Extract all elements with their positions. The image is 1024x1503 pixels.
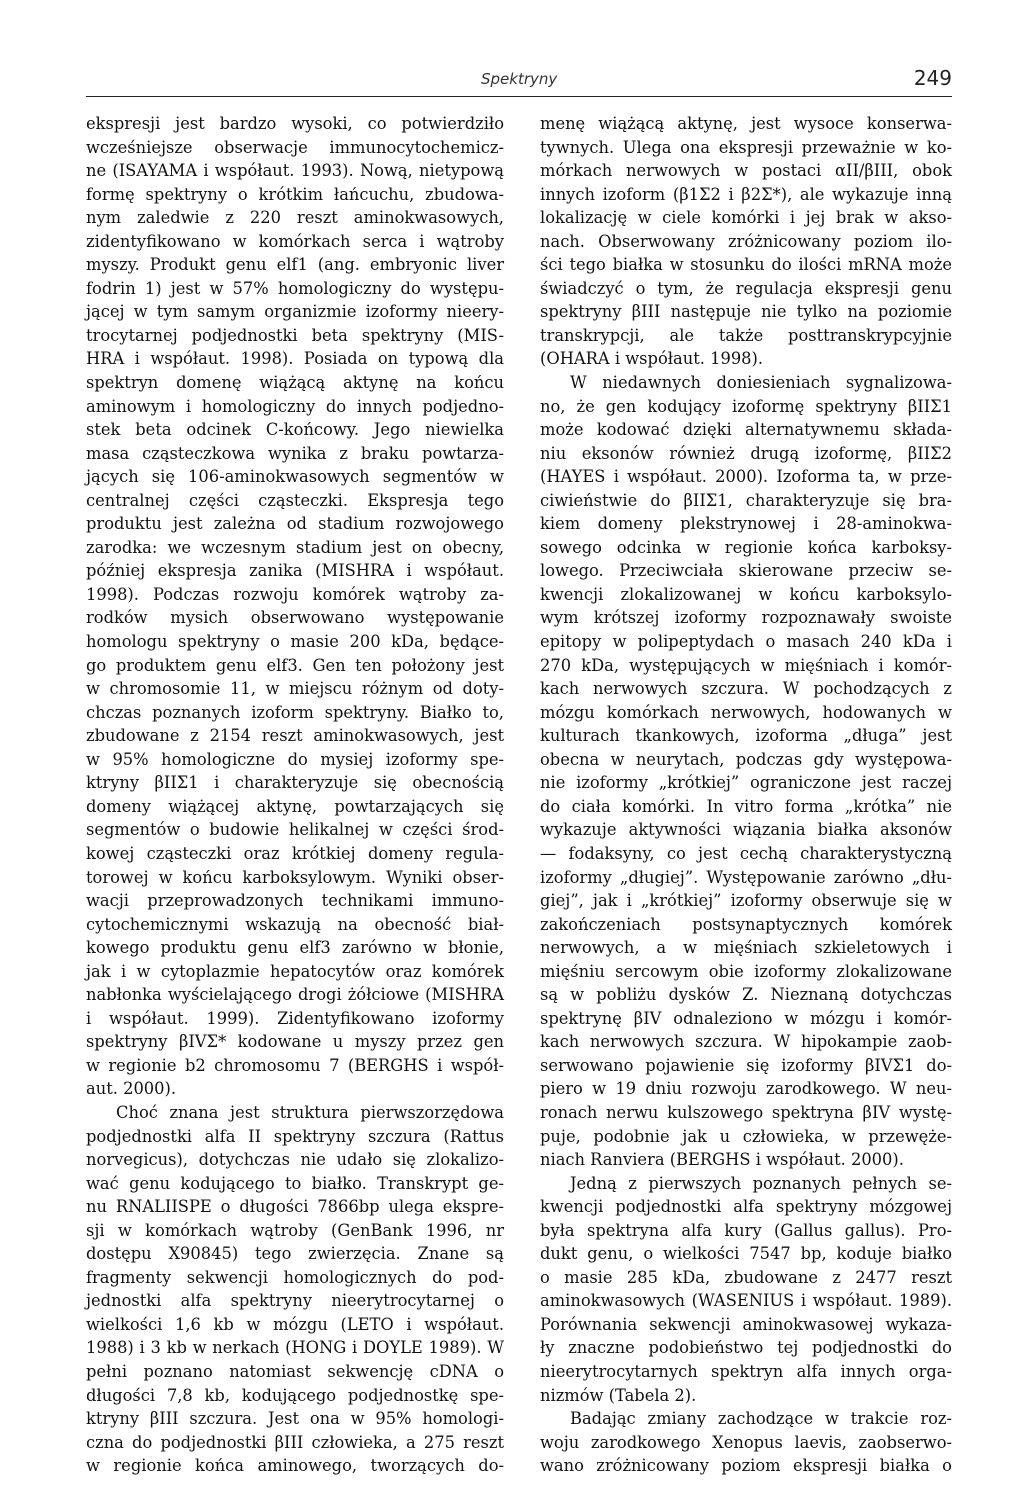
text-line: tywnych. Ulega ona ekspresji przeważnie w ko- bbox=[540, 137, 952, 157]
text-line: zbudowane z 2154 reszt aminokwasowych, jest bbox=[86, 726, 504, 746]
text-line: nach. Obserwowany zróżnicowany poziom ilo- bbox=[540, 231, 952, 251]
text-line: innych izoform (β1Σ2 i β2Σ*), ale wykazuje inną bbox=[540, 184, 952, 204]
text-line: 270 kDa, występujących w mięśniach i komór- bbox=[540, 655, 952, 675]
running-header bbox=[86, 66, 952, 97]
text-line: spektryn domenę wiążącą aktynę na końcu bbox=[86, 373, 504, 393]
text-line: aminowym i homologiczny do innych podjedno- bbox=[86, 396, 504, 416]
text-line: lokalizację w ciele komórki i jej brak w akso- bbox=[540, 208, 952, 228]
text-line: wacji przeprowadzonych technikami immuno- bbox=[86, 891, 504, 911]
text-line: obecna w neurytach, podczas gdy występowa- bbox=[540, 749, 952, 769]
text-line: HRA i współaut. 1998). Posiada on typową dla bbox=[86, 349, 504, 369]
text-line: puje, podobnie jak u człowieka, w przewęże- bbox=[540, 1126, 952, 1146]
text-line: zarodka: we wczesnym stadium jest on obecny, bbox=[86, 537, 504, 557]
text-line: jących się 106-aminokwasowych segmentów w bbox=[86, 467, 504, 487]
text-line: myszy. Produkt genu elf1 (ang. embryonic liver bbox=[86, 255, 504, 275]
text-line: torowej w końcu karboksylowym. Wyniki obser- bbox=[86, 867, 504, 887]
text-line: serwowano pojawienie się izoformy βIVΣ1 do- bbox=[540, 1055, 952, 1075]
text-line: Porównania sekwencji aminokwasowej wykaza- bbox=[540, 1314, 952, 1334]
page-number: 249 bbox=[913, 66, 952, 90]
text-line: kiem domeny plekstrynowej i 28-aminokwa- bbox=[540, 514, 952, 534]
text-line: kulturach tkankowych, izoforma „długa” jest bbox=[540, 726, 952, 746]
text-line: (HAYES i współaut. 2000). Izoforma ta, w prze- bbox=[540, 467, 952, 487]
text-line: W niedawnych doniesieniach sygnalizowa- bbox=[570, 373, 952, 393]
text-line: ronach nerwu kulszowego spektryna βIV wystę- bbox=[540, 1102, 952, 1122]
text-line: Badając zmiany zachodzące w trakcie roz- bbox=[570, 1409, 952, 1429]
text-line: ktryny βIIΣ1 i charakteryzuje się obecnością bbox=[86, 773, 504, 793]
text-line: w regionie końca aminowego, tworzących do- bbox=[86, 1456, 504, 1476]
text-line: nabłonka wyścielającego drogi żółciowe (MISHRA bbox=[86, 985, 504, 1005]
text-line: niach Ranviera (BERGHS i współaut. 2000). bbox=[540, 1150, 904, 1170]
text-line: ne (ISAYAMA i współaut. 1993). Nową, nietypową bbox=[86, 161, 504, 181]
text-line: ktryny βIII szczura. Jest ona w 95% homologi- bbox=[86, 1409, 504, 1429]
text-line: dostępu X90845) tego zwierzęcia. Znane są bbox=[86, 1244, 504, 1264]
text-line: ciwieństwie do βIIΣ1, charakteryzuje się bra- bbox=[540, 490, 952, 510]
text-line: kowego produktu genu elf3 zarówno w błonie, bbox=[86, 938, 504, 958]
text-line: są w pobliżu dysków Z. Nieznaną dotychczas bbox=[540, 985, 952, 1005]
right-text-column bbox=[540, 112, 952, 1478]
text-line: dukt genu, o wielkości 7547 bp, koduje białko bbox=[540, 1244, 952, 1264]
text-line: mózgu komórkach nerwowych, hodowanych w bbox=[540, 702, 952, 722]
text-line: wcześniejsze obserwacje immunocytochemicz- bbox=[86, 137, 504, 157]
text-line: chczas poznanych izoform spektryny. Białko to, bbox=[86, 702, 504, 722]
text-line: aminokwasowych (WASENIUS i współaut. 1989). bbox=[540, 1291, 952, 1311]
text-line: kowej cząsteczki oraz krótkiej domeny regula- bbox=[86, 843, 504, 863]
text-line: może kodować dzięki alternatywnemu składa- bbox=[540, 420, 952, 440]
text-line: zidentyfikowano w komórkach serca i wątroby bbox=[86, 231, 504, 251]
text-line: o masie 285 kDa, zbudowane z 2477 reszt bbox=[540, 1267, 952, 1287]
text-line: woju zarodkowego Xenopus laevis, zaobserwo- bbox=[540, 1432, 952, 1452]
text-line: jącej w tym samym organizmie izoformy nieery- bbox=[86, 302, 504, 322]
text-line: do ciała komórki. In vitro forma „krótka” nie bbox=[540, 796, 952, 816]
text-line: centralnej części cząsteczki. Ekspresja tego bbox=[86, 490, 504, 510]
text-line: ści tego białka w stosunku do ilości mRNA może bbox=[540, 255, 952, 275]
text-line: nerwowych, a w mięśniach szkieletowych i bbox=[540, 938, 952, 958]
text-line: była spektryna alfa kury (Gallus gallus). Pro- bbox=[540, 1220, 952, 1240]
running-title: Spektryny bbox=[481, 70, 558, 88]
text-line: rodków mysich obserwowano występowanie bbox=[86, 608, 504, 628]
text-line: produktu jest zależna od stadium rozwojowego bbox=[86, 514, 504, 534]
text-line: Choć znana jest struktura pierwszorzędowa bbox=[116, 1102, 504, 1122]
text-line: piero w 19 dniu rozwoju zarodkowego. W neu- bbox=[540, 1079, 952, 1099]
text-line: kwencji podjednostki alfa spektryny mózgowej bbox=[540, 1197, 952, 1217]
text-line: ły znaczne podobieństwo tej podjednostki do bbox=[540, 1338, 952, 1358]
text-line: formę spektryny o krótkim łańcuchu, zbudowa- bbox=[86, 184, 504, 204]
text-line: kach nerwowych szczura. W pochodzących z bbox=[540, 679, 952, 699]
text-line: i współaut. 1999). Zidentyfikowano izoformy bbox=[86, 1008, 504, 1028]
text-line: w regionie b2 chromosomu 7 (BERGHS i współ- bbox=[86, 1055, 504, 1075]
text-line: aut. 2000). bbox=[86, 1079, 177, 1099]
text-line: spektryny βIII następuje nie tylko na poziomie bbox=[540, 302, 952, 322]
text-line: Jedną z pierwszych poznanych pełnych se- bbox=[570, 1173, 952, 1193]
text-line: nym zaledwie z 220 reszt aminokwasowych, bbox=[86, 208, 504, 228]
text-line: mięśniu sercowym obie izoformy zlokalizowane bbox=[540, 961, 952, 981]
text-line: w chromosomie 11, w miejscu różnym od doty- bbox=[86, 679, 504, 699]
text-line: wym krótszej izoformy rozpoznawały swoiste bbox=[540, 608, 952, 628]
text-line: giej”, jak i „krótkiej” izoformy obserwuje się w bbox=[540, 891, 952, 911]
text-line: pełni poznano natomiast sekwencję cDNA o bbox=[86, 1361, 504, 1381]
text-line: długości 7,8 kb, kodującego podjednostkę spe- bbox=[86, 1385, 504, 1405]
text-line: (OHARA i współaut. 1998). bbox=[540, 349, 764, 369]
text-line: nie izoformy „krótkiej” ograniczone jest raczej bbox=[540, 773, 952, 793]
text-line: go produktem genu elf3. Gen ten położony jest bbox=[86, 655, 504, 675]
text-line: niu eksonów również drugą izoformę, βIIΣ2 bbox=[540, 443, 952, 463]
text-line: zakończeniach postsynaptycznych komórek bbox=[540, 914, 952, 934]
text-line: segmentów o budowie helikalnej w części środ- bbox=[86, 820, 504, 840]
text-line: domeny wiążącej aktynę, powtarzających się bbox=[86, 796, 504, 816]
text-line: transkrypcji, ale także posttranskrypcyjnie bbox=[540, 325, 952, 345]
text-line: wano zróżnicowany poziom ekspresji białka o bbox=[540, 1456, 952, 1476]
text-line: 1988) i 3 kb w nerkach (HONG i DOYLE 1989). W bbox=[86, 1338, 504, 1358]
text-line: spektrynę βIV odnaleziono w mózgu i komór- bbox=[540, 1008, 952, 1028]
text-line: nieerytrocytarnych spektryn alfa innych orga- bbox=[540, 1361, 952, 1381]
text-line: nizmów (Tabela 2). bbox=[540, 1385, 697, 1405]
text-line: podjednostki alfa II spektryny szczura (Rattus bbox=[86, 1126, 504, 1146]
text-line: fodrin 1) jest w 57% homologiczny do występu- bbox=[86, 278, 504, 298]
text-line: — fodaksyny, co jest cechą charakterystyczną bbox=[540, 843, 952, 863]
left-text-column bbox=[86, 112, 504, 1478]
text-line: masa cząsteczkowa wynika z braku powtarza- bbox=[86, 443, 504, 463]
text-line: nu RNALIISPE o długości 7866bp ulega ekspre- bbox=[86, 1197, 504, 1217]
text-line: kwencji zlokalizowanej w końcu karboksylo- bbox=[540, 584, 952, 604]
text-line: jak i w cytoplazmie hepatocytów oraz komórek bbox=[86, 961, 504, 981]
text-line: mórkach nerwowych w postaci αII/βIII, obok bbox=[540, 161, 952, 181]
text-line: sji w komórkach wątroby (GenBank 1996, nr bbox=[86, 1220, 504, 1240]
text-line: kach nerwowych szczura. W hipokampie zaob- bbox=[540, 1032, 952, 1052]
text-line: sowego odcinka w regionie końca karboksy- bbox=[540, 537, 952, 557]
text-line: czna do podjednostki βIII człowieka, a 275 reszt bbox=[86, 1432, 504, 1452]
text-line: fragmenty sekwencji homologicznych do pod- bbox=[86, 1267, 504, 1287]
text-line: wykazuje aktywności wiązania białka aksonów bbox=[540, 820, 952, 840]
text-line: norvegicus), dotychczas nie udało się zlokalizo- bbox=[86, 1150, 504, 1170]
text-line: ekspresji jest bardzo wysoki, co potwierdziło bbox=[86, 114, 504, 133]
text-line: homologu spektryny o masie 200 kDa, będące- bbox=[86, 632, 504, 652]
text-line: izoformy „długiej”. Występowanie zarówno „dłu- bbox=[540, 867, 952, 887]
text-line: świadczyć o tym, że regulacja ekspresji genu bbox=[540, 278, 952, 298]
text-line: no, że gen kodujący izoformę spektryny βIIΣ1 bbox=[540, 396, 952, 416]
text-line: lowego. Przeciwciała skierowane przeciw se- bbox=[540, 561, 952, 581]
text-line: epitopy w polipeptydach o masach 240 kDa i bbox=[540, 632, 952, 652]
text-line: wać genu kodującego to białko. Transkrypt ge- bbox=[86, 1173, 504, 1193]
text-line: menę wiążącą aktynę, jest wysoce konserwa- bbox=[540, 114, 952, 133]
text-line: 1998). Podczas rozwoju komórek wątroby za- bbox=[86, 584, 504, 604]
text-line: jednostki alfa spektryny nieerytrocytarnej o bbox=[86, 1291, 504, 1311]
text-line: trocytarnej podjednostki beta spektryny (MIS- bbox=[86, 325, 504, 345]
text-line: cytochemicznymi wskazują na obecność biał- bbox=[86, 914, 504, 934]
text-line: spektryny βIVΣ* kodowane u myszy przez gen bbox=[86, 1032, 504, 1052]
text-line: później ekspresja zanika (MISHRA i współaut. bbox=[86, 561, 504, 581]
text-line: w 95% homologiczne do mysiej izoformy spe- bbox=[86, 749, 504, 769]
text-line: wielkości 1,6 kb w mózgu (LETO i współaut. bbox=[86, 1314, 504, 1334]
text-line: stek beta odcinek C-końcowy. Jego niewielka bbox=[86, 420, 504, 440]
